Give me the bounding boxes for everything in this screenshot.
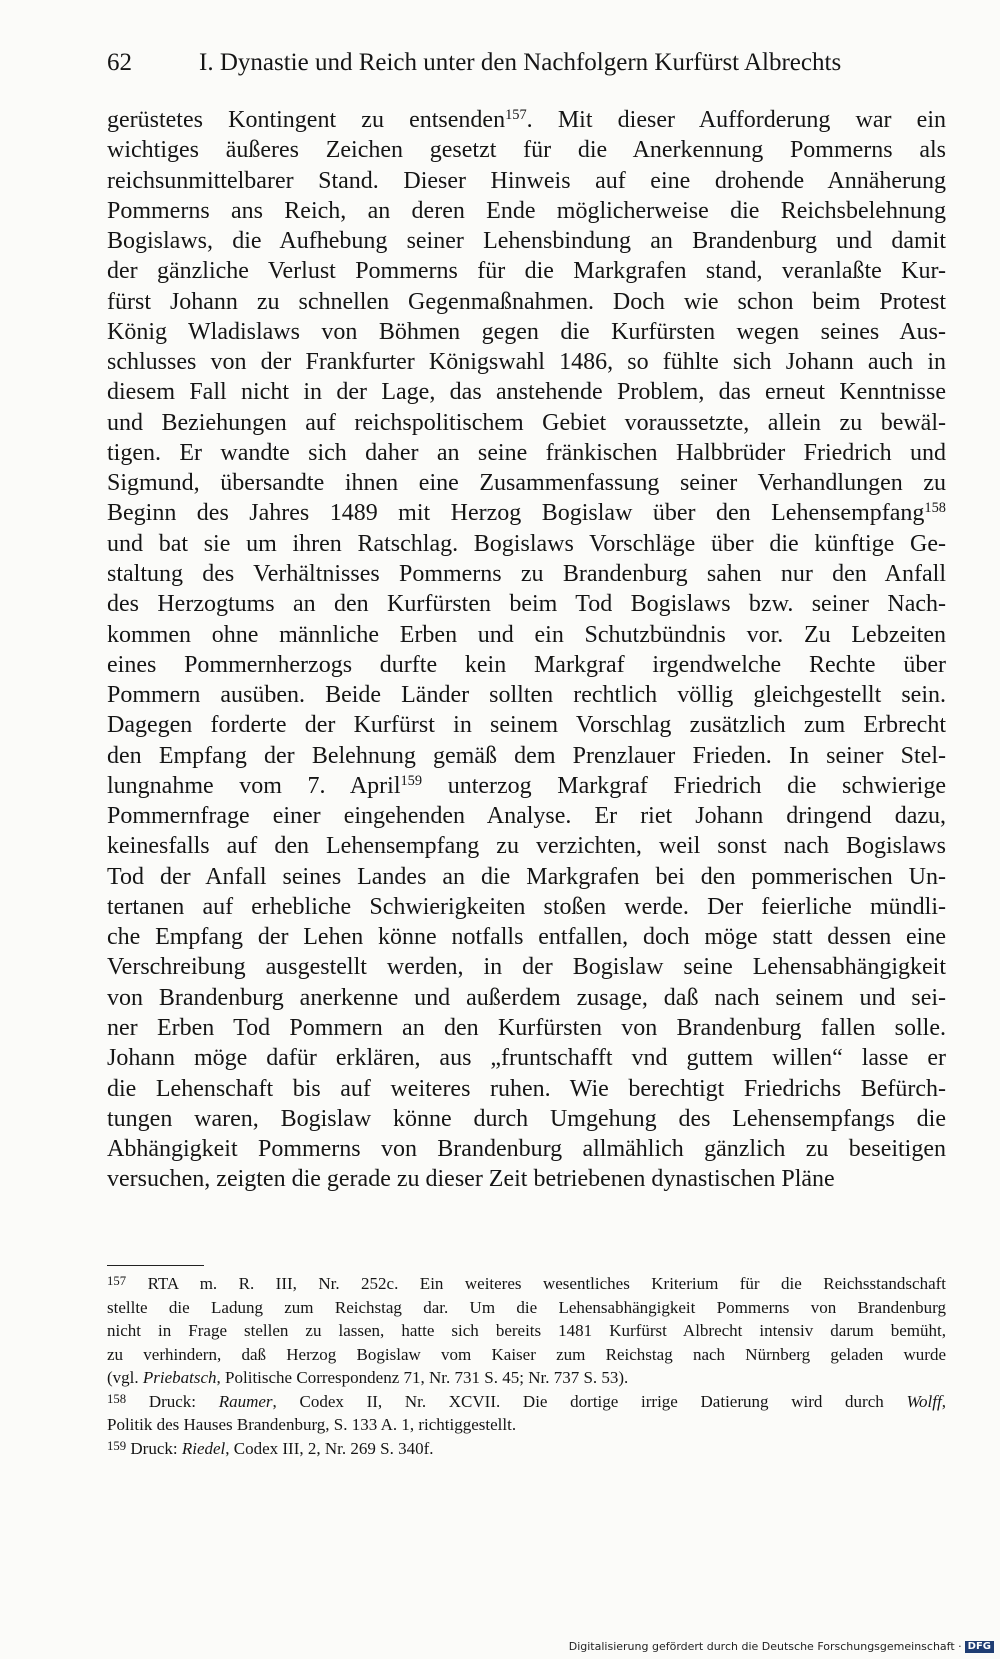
- credit-text: Digitalisierung gefördert durch die Deutsche Forschungsgemeinschaft ·: [568, 1640, 962, 1653]
- footnote-line: $^{157}$ RTA m. R. III, Nr. 252c. Ein weiteres wesentliches Kriterium für die Reichsstandschaft: [107, 1274, 946, 1293]
- text-line: Pommerns ans Reich, an deren Ende möglicherweise die Reichsbelehnung: [107, 197, 946, 224]
- text-line: Johann möge dafür erklären, aus „fruntschafft vnd guttem willen“ lasse er: [107, 1045, 946, 1072]
- footnote-line: Politik des Hauses Brandenburg, S. 133 A. 1, richtiggestellt.: [107, 1415, 517, 1434]
- footnotes: [107, 1272, 946, 1460]
- text-line: gerüstetes Kontingent zu entsenden$^{157}$. Mit dieser Aufforderung war ein: [107, 107, 946, 133]
- text-line: tigen. Er wandte sich daher an seine fränkischen Halbbrüder Friedrich und: [107, 439, 946, 466]
- text-line: der gänzliche Verlust Pommerns für die Markgrafen stand, veranlaßte Kur-: [107, 258, 946, 285]
- text-line: versuchen, zeigten die gerade zu dieser Zeit betriebenen dynastischen Pläne: [107, 1166, 835, 1193]
- footnote-line: $^{159}$ Druck: Riedel, Codex III, 2, Nr. 269 S. 340f.: [107, 1438, 434, 1458]
- text-line: Dagegen forderte der Kurfürst in seinem Vorschlag zusätzlich zum Erbrecht: [107, 712, 946, 739]
- text-line: che Empfang der Lehen könne notfalls entfallen, doch möge statt dessen eine: [107, 924, 946, 951]
- text-line: König Wladislaws von Böhmen gegen die Kurfürsten wegen seines Aus-: [107, 318, 946, 345]
- footnote-line: nicht in Frage stellen zu lassen, hatte sich bereits 1481 Kurfürst Albrecht intensiv darum bemüht,: [107, 1321, 946, 1340]
- text-line: keinesfalls auf den Lehensempfang zu verzichten, weil sonst nach Bogislaws: [107, 833, 946, 860]
- text-line: kommen ohne männliche Erben und ein Schutzbündnis vor. Zu Lebzeiten: [107, 621, 946, 648]
- text-line: reichsunmittelbarer Stand. Dieser Hinweis auf eine drohende Annäherung: [107, 167, 946, 194]
- main-text: [107, 105, 946, 1195]
- text-line: Abhängigkeit Pommerns von Brandenburg allmählich gänzlich zu beseitigen: [107, 1136, 946, 1163]
- text-line: und Beziehungen auf reichspolitischem Gebiet voraussetzte, allein zu bewäl-: [107, 409, 946, 436]
- text-line: und bat sie um ihren Ratschlag. Bogislaws Vorschläge über die künftige Ge-: [107, 530, 946, 557]
- footnote-line: $^{158}$ Druck: Raumer, Codex II, Nr. XCVII. Die dortige irrige Datierung wird durch Wolff,: [107, 1391, 946, 1411]
- text-line: schlusses von der Frankfurter Königswahl 1486, so fühlte sich Johann auch in: [107, 349, 946, 376]
- text-line: Beginn des Jahres 1489 mit Herzog Bogislaw über den Lehensempfang$^{158}$: [107, 500, 946, 527]
- footnote-line: (vgl. Priebatsch, Politische Correspondenz 71, Nr. 731 S. 45; Nr. 737 S. 53).: [107, 1368, 629, 1387]
- footnote-line: stellte die Ladung zum Reichstag dar. Um die Lehensabhängigkeit Pommerns von Brandenburg: [107, 1297, 946, 1317]
- text-line: Bogislaws, die Aufhebung seiner Lehensbindung an Brandenburg und damit: [107, 228, 946, 255]
- digitization-credit: [569, 1640, 994, 1654]
- text-line: staltung des Verhältnisses Pommerns zu Brandenburg sahen nur den Anfall: [107, 560, 946, 587]
- text-line: des Herzogtums an den Kurfürsten beim Tod Bogislaws bzw. seiner Nach-: [107, 591, 946, 618]
- text-line: von Brandenburg anerkenne und außerdem zusage, daß nach seinem und sei-: [107, 984, 946, 1011]
- text-line: fürst Johann zu schnellen Gegenmaßnahmen. Doch wie schon beim Protest: [107, 288, 946, 315]
- text-line: eines Pommernherzogs durfte kein Markgraf irgendwelche Rechte über: [107, 651, 946, 678]
- text-line: wichtiges äußeres Zeichen gesetzt für die Anerkennung Pommerns als: [107, 137, 946, 164]
- text-line: Pommernfrage einer eingehenden Analyse. Er riet Johann dringend dazu,: [107, 803, 946, 830]
- text-line: Pommern ausüben. Beide Länder sollten rechtlich völlig gleichgestellt sein.: [107, 682, 946, 709]
- text-line: tertanen auf erhebliche Schwierigkeiten stoßen werde. Der feierliche mündli-: [107, 893, 946, 920]
- text-line: die Lehenschaft bis auf weiteres ruhen. Wie berechtigt Friedrichs Befürch-: [107, 1075, 946, 1102]
- text-line: ner Erben Tod Pommern an den Kurfürsten von Brandenburg fallen solle.: [107, 1014, 946, 1041]
- page-header: [107, 46, 867, 80]
- text-line: Verschreibung ausgestellt werden, in der Bogislaw seine Lehensabhängigkeit: [107, 954, 946, 981]
- text-line: Sigmund, übersandte ihnen eine Zusammenfassung seiner Verhandlungen zu: [107, 470, 946, 497]
- text-line: tungen waren, Bogislaw könne durch Umgehung des Lehensempfangs die: [107, 1105, 946, 1132]
- text-line: den Empfang der Belehnung gemäß dem Prenzlauer Frieden. In seiner Stel-: [107, 742, 946, 769]
- page-number: 62: [107, 49, 132, 76]
- dfg-logo: DFG: [965, 1641, 994, 1653]
- running-title: I. Dynastie und Reich unter den Nachfolgern Kurfürst Albrechts: [199, 49, 842, 76]
- footnote-line: zu verhindern, daß Herzog Bogislaw vom Kaiser zum Reichstag nach Nürnberg geladen wurde: [107, 1344, 946, 1364]
- text-line: lungnahme vom 7. April$^{159}$ unterzog Markgraf Friedrich die schwierige: [107, 772, 946, 799]
- text-line: diesem Fall nicht in der Lage, das anstehende Problem, das erneut Kenntnisse: [107, 379, 946, 406]
- footnote-divider: [107, 1265, 204, 1266]
- text-line: Tod der Anfall seines Landes an die Markgrafen bei den pommerischen Un-: [107, 863, 946, 890]
